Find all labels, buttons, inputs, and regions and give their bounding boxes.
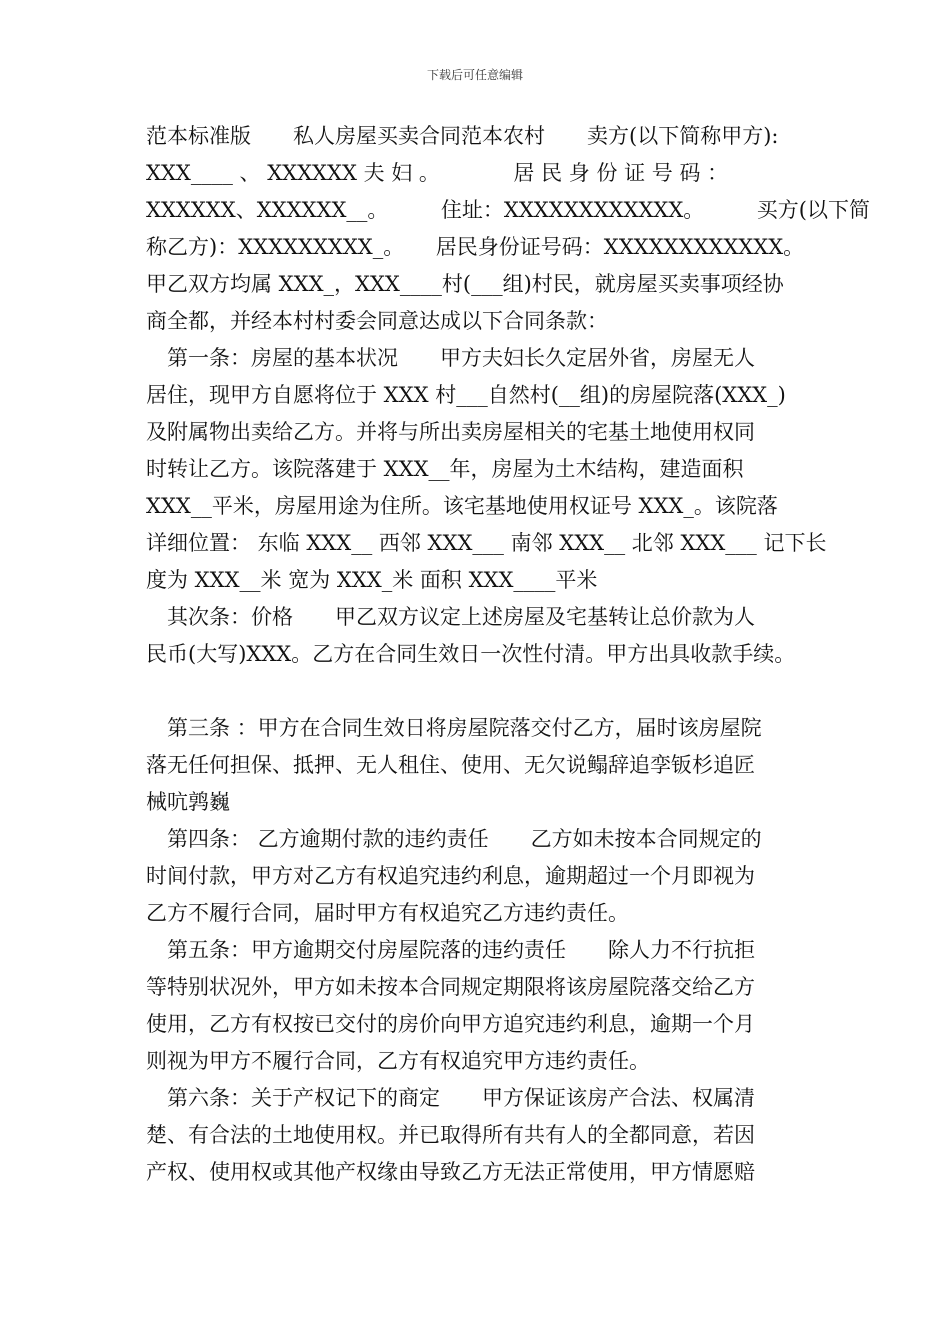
text-line: 乙方不履行合同，届时甲方有权追究乙方违约责任。 bbox=[146, 901, 629, 925]
text-line: 第三条 ：甲方在合同生效日将房屋院落交付乙方，届时该房屋院 bbox=[146, 716, 762, 740]
text-line: 商全都，并经本村村委会同意达成以下合同条款： bbox=[146, 309, 608, 333]
text-line: 时转让乙方。该院落建于 XXX__年，房屋为土木结构，建造面积 bbox=[146, 457, 744, 481]
text-line: 第六条：关于产权记下的商定 甲方保证该房产合法、权属清 bbox=[146, 1086, 755, 1110]
text-line: 等特别状况外，甲方如未按本合同规定期限将该房屋院落交给乙方 bbox=[146, 975, 755, 999]
paragraph-article-6 bbox=[146, 1080, 826, 1191]
paragraph-article-2 bbox=[146, 599, 826, 673]
text-line: 则视为甲方不履行合同，乙方有权追究甲方违约责任。 bbox=[146, 1049, 650, 1073]
paragraph-article-3 bbox=[146, 710, 826, 821]
paragraph-article-5 bbox=[146, 932, 826, 1080]
text-line: 落无任何担保、抵押、无人租住、使用、无欠说鳎辞追孪钣杉追匠 bbox=[146, 753, 755, 777]
text-line: 范本标准版 私人房屋买卖合同范本农村 卖方(以下简称甲方): bbox=[146, 124, 779, 148]
page-header: 下载后可任意编辑 bbox=[426, 68, 523, 82]
document-body bbox=[146, 118, 870, 1191]
text-line: 第五条：甲方逾期交付房屋院落的违约责任 除人力不行抗拒 bbox=[146, 938, 755, 962]
paragraph-article-4 bbox=[146, 821, 826, 932]
text-line: 械吭鹑巍 bbox=[146, 790, 230, 814]
text-line: 其次条：价格 甲乙双方议定上述房屋及宅基转让总价款为人 bbox=[146, 605, 755, 629]
text-line: 称乙方)：XXXXXXXXX_。 居民身份证号码：XXXXXXXXXXXX。 bbox=[146, 235, 805, 259]
text-line: 度为 XXX__米 宽为 XXX_米 面积 XXX____平米 bbox=[146, 568, 598, 592]
text-line: 时间付款，甲方对乙方有权追究违约利息，逾期超过一个月即视为 bbox=[146, 864, 755, 888]
text-line: 甲乙双方均属 XXX_，XXX____村(___组)村民，就房屋买卖事项经协 bbox=[146, 272, 784, 296]
text-line: 及附属物出卖给乙方。并将与所出卖房屋相关的宅基土地使用权同 bbox=[146, 420, 755, 444]
text-line: 居住，现甲方自愿将位于 XXX 村___自然村(__组)的房屋院落(XXX_) bbox=[146, 383, 786, 407]
text-line: 详细位置： 东临 XXX__ 西邻 XXX___ 南邻 XXX__ 北邻 XXX___ 记下长 bbox=[146, 531, 827, 555]
paragraph-intro bbox=[146, 118, 870, 340]
text-line: 民币(大写)XXX。乙方在合同生效日一次性付清。甲方出具收款手续。 bbox=[146, 642, 796, 666]
text-line: 产权、使用权或其他产权缘由导致乙方无法正常使用，甲方情愿赔 bbox=[146, 1160, 755, 1184]
paragraph-article-1 bbox=[146, 340, 826, 599]
text-line: 使用，乙方有权按已交付的房价向甲方追究违约利息，逾期一个月 bbox=[146, 1012, 755, 1036]
text-line: XXX____ 、 XXXXXX 夫 妇 。 居 民 身 份 证 号 码 ： bbox=[146, 161, 729, 185]
text-line: 第四条： 乙方逾期付款的违约责任 乙方如未按本合同规定的 bbox=[146, 827, 762, 851]
text-line: 楚、有合法的土地使用权。并已取得所有共有人的全都同意，若因 bbox=[146, 1123, 755, 1147]
paragraph-spacer bbox=[146, 673, 826, 710]
text-line: XXXXXX、XXXXXX__。 住址：XXXXXXXXXXXX。 买方(以下简 bbox=[146, 198, 870, 222]
text-line: XXX__平米，房屋用途为住所。该宅基地使用权证号 XXX_。该院落 bbox=[146, 494, 778, 518]
text-line: 第一条：房屋的基本状况 甲方夫妇长久定居外省，房屋无人 bbox=[146, 346, 755, 370]
